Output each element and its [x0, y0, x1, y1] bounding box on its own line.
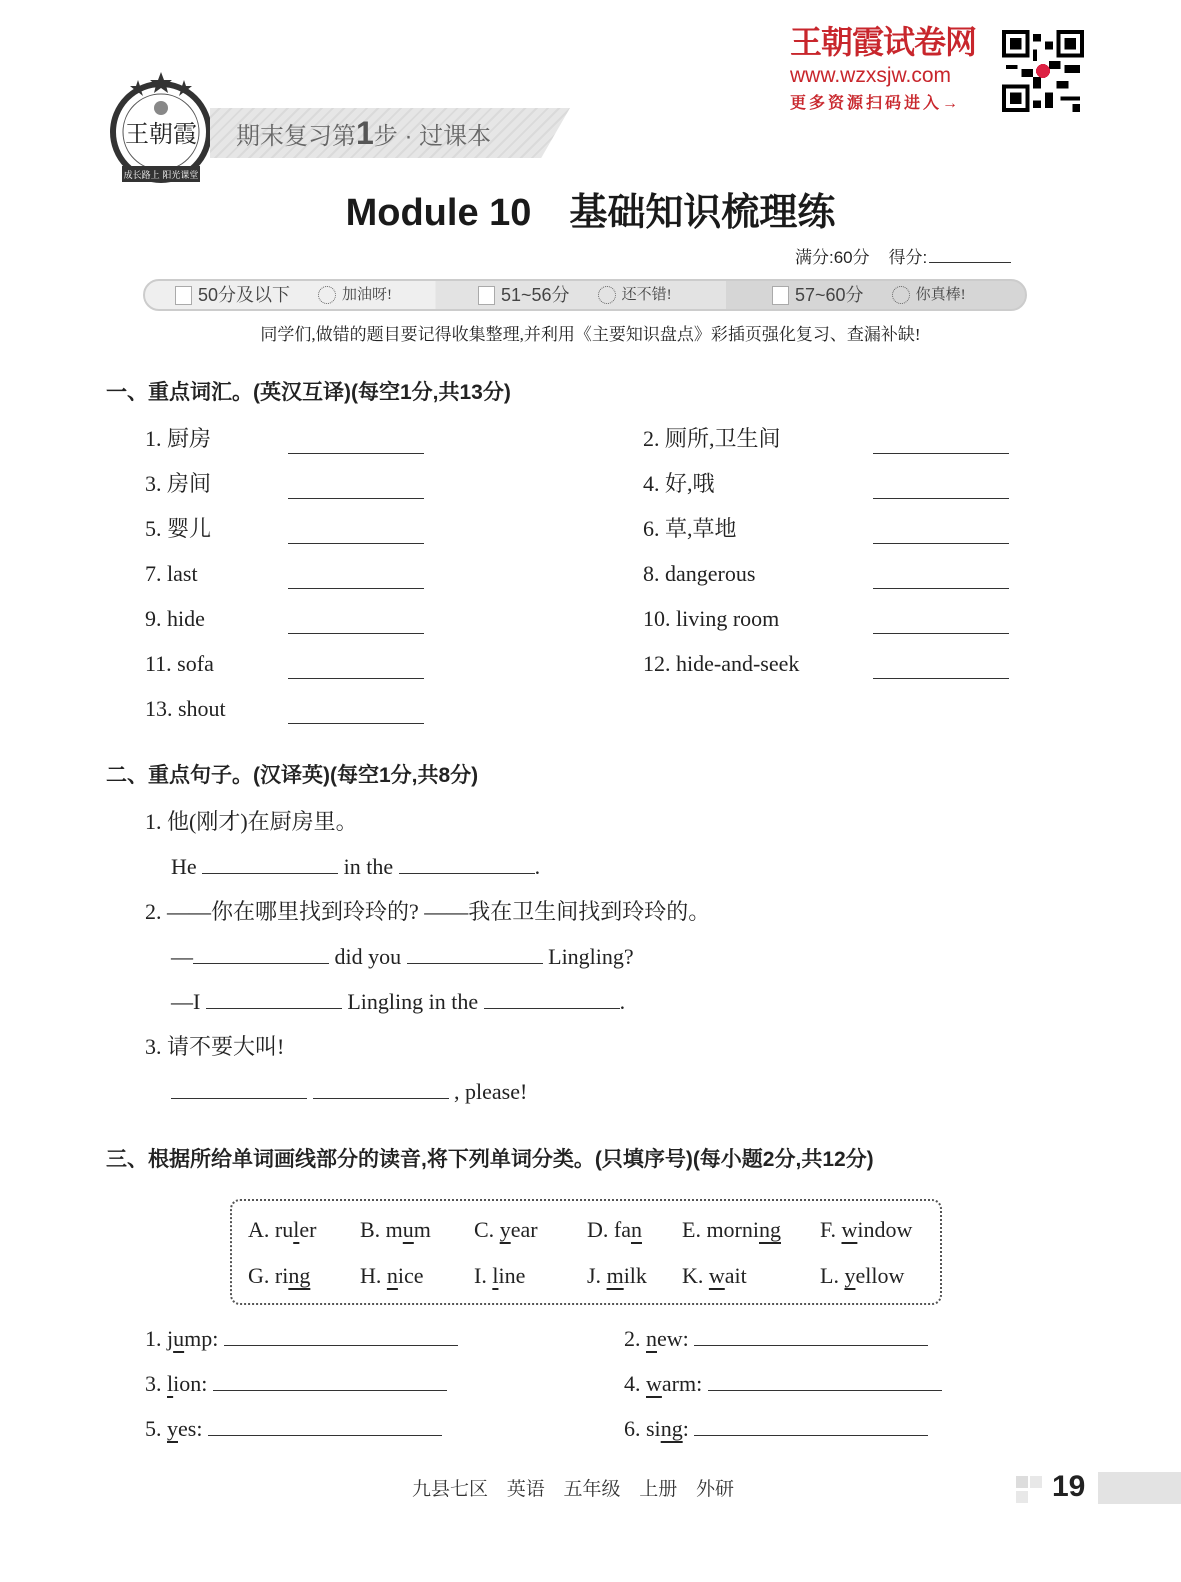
- word-option: [474, 1262, 525, 1290]
- answer-blank[interactable]: [171, 1097, 307, 1099]
- rating-cheer: 加油呀!: [342, 287, 393, 303]
- underlined-letters: y: [167, 1416, 178, 1441]
- vocab-answer-blank[interactable]: [288, 497, 424, 499]
- sentence-text: —I: [171, 989, 206, 1014]
- full-score: 满分:60分: [795, 248, 870, 267]
- vocab-item-label: 3. 房间: [145, 471, 212, 496]
- word-text: D. fa: [587, 1217, 631, 1242]
- answer-blank[interactable]: [193, 962, 329, 964]
- underlined-letters: ng: [660, 1416, 683, 1441]
- word-text: 6. si: [624, 1416, 661, 1441]
- rating-option[interactable]: [478, 285, 672, 305]
- vocab-answer-blank[interactable]: [873, 587, 1009, 589]
- word-text: K.: [682, 1263, 709, 1288]
- answer-blank[interactable]: [213, 1389, 447, 1391]
- decor-square: [1030, 1476, 1042, 1488]
- word-text: ilk: [623, 1263, 647, 1288]
- rating-range: 57~60分: [795, 285, 864, 305]
- answer-blank[interactable]: [407, 962, 543, 964]
- smiley-icon: [598, 286, 616, 304]
- sentence-text: 1. 他(刚才)在厨房里。: [145, 809, 358, 834]
- word-text: E. morni: [682, 1217, 759, 1242]
- underlined-letters: n: [386, 1263, 398, 1288]
- word-text: C.: [474, 1217, 500, 1242]
- vocab-item-label: 5. 婴儿: [145, 516, 212, 541]
- word-text: arm:: [661, 1371, 703, 1396]
- word-text: ion:: [173, 1371, 208, 1396]
- word-text: F.: [820, 1217, 842, 1242]
- word-text: H.: [360, 1263, 387, 1288]
- word-text: B. m: [360, 1217, 403, 1242]
- sentence-line: [145, 808, 358, 836]
- decor-square: [1016, 1491, 1028, 1503]
- underlined-letters: l: [167, 1371, 174, 1396]
- word-text: er: [299, 1217, 317, 1242]
- site-url[interactable]: www.wzxsjw.com: [790, 64, 952, 87]
- spacer: [702, 1371, 708, 1396]
- word-text: A. ru: [248, 1217, 294, 1242]
- word-text: 4.: [624, 1371, 646, 1396]
- classify-question: [624, 1415, 928, 1443]
- rating-option[interactable]: [772, 285, 966, 305]
- page-title: Module 10 基础知识梳理练: [345, 192, 836, 234]
- banner-title: [236, 114, 491, 156]
- banner-step: 1: [356, 115, 374, 151]
- sentence-text: He: [171, 854, 203, 879]
- spacer: [689, 1326, 695, 1351]
- sentence-text: 2. ——你在哪里找到玲玲的? ——我在卫生间找到玲玲的。: [145, 899, 711, 924]
- word-text: m: [413, 1217, 431, 1242]
- vocab-answer-blank[interactable]: [873, 677, 1009, 679]
- answer-blank[interactable]: [694, 1344, 928, 1346]
- word-text: 3.: [145, 1371, 167, 1396]
- vocab-answer-blank[interactable]: [288, 677, 424, 679]
- brand-name: 王朝霞试卷网: [790, 24, 977, 60]
- underlined-letters: y: [499, 1217, 511, 1242]
- section3-heading: 三、根据所给单词画线部分的读音,将下列单词分类。(只填序号)(每小题2分,共12分): [106, 1148, 874, 1171]
- checkbox[interactable]: [478, 286, 495, 305]
- classify-question: [145, 1325, 458, 1353]
- word-option: [248, 1216, 316, 1244]
- sentence-line: [145, 898, 710, 926]
- score-label: 得分:: [888, 248, 928, 267]
- rating-range: 50分及以下: [198, 285, 291, 305]
- vocab-answer-blank[interactable]: [873, 632, 1009, 634]
- word-option: [474, 1216, 538, 1244]
- word-option: [587, 1262, 647, 1290]
- sentence-text: —: [171, 944, 193, 969]
- spacer: [207, 1371, 213, 1396]
- sentence-text: 3. 请不要大叫!: [145, 1034, 285, 1059]
- spacer: [689, 1416, 695, 1441]
- word-text: 5.: [145, 1416, 167, 1441]
- checkbox[interactable]: [772, 286, 789, 305]
- smiley-icon: [318, 286, 336, 304]
- rating-option[interactable]: [175, 285, 392, 305]
- word-option: [820, 1262, 904, 1290]
- svg-text:成长路上 阳光课堂: 成长路上 阳光课堂: [123, 171, 199, 181]
- vocab-answer-blank[interactable]: [288, 452, 424, 454]
- word-text: 2.: [624, 1326, 646, 1351]
- word-text: ice: [397, 1263, 424, 1288]
- vocab-item-label: 2. 厕所,卫生间: [643, 426, 781, 451]
- underlined-letters: u: [173, 1326, 185, 1351]
- underlined-letters: n: [630, 1217, 642, 1242]
- rating-cheer: 还不错!: [621, 287, 672, 303]
- vocab-item-label: 11. sofa: [145, 651, 214, 676]
- word-text: L.: [820, 1263, 845, 1288]
- answer-blank[interactable]: [694, 1434, 928, 1436]
- answer-blank[interactable]: [708, 1389, 942, 1391]
- underlined-letters: w: [646, 1371, 662, 1396]
- classify-question: [624, 1370, 942, 1398]
- underlined-letters: y: [844, 1263, 856, 1288]
- word-option: [587, 1216, 642, 1244]
- word-option: [248, 1262, 310, 1290]
- word-text: ew:: [657, 1326, 689, 1351]
- answer-blank[interactable]: [399, 872, 535, 874]
- score-info: [795, 247, 1011, 269]
- decor-square: [1016, 1476, 1028, 1488]
- underlined-letters: l: [293, 1217, 300, 1242]
- sentence-text: .: [619, 989, 626, 1014]
- smiley-icon: [892, 286, 910, 304]
- answer-blank[interactable]: [202, 872, 338, 874]
- word-text: es:: [178, 1416, 203, 1441]
- banner-suffix: 步 · 过课本: [373, 123, 492, 150]
- underlined-letters: l: [492, 1263, 499, 1288]
- underlined-letters: w: [708, 1263, 725, 1288]
- word-text: 1. j: [145, 1326, 174, 1351]
- sentence-line: [171, 1078, 527, 1106]
- spacer: [202, 1416, 208, 1441]
- word-option: [360, 1216, 431, 1244]
- word-option: [682, 1216, 781, 1244]
- sentence-text: Lingling in the: [341, 989, 484, 1014]
- answer-blank[interactable]: [206, 1007, 342, 1009]
- vocab-answer-blank[interactable]: [288, 722, 424, 724]
- study-note: 同学们,做错的题目要记得收集整理,并利用《主要知识盘点》彩插页强化复习、查漏补缺!: [260, 325, 921, 344]
- underlined-letters: u: [402, 1217, 414, 1242]
- word-option: [820, 1216, 912, 1244]
- vocab-item-label: 8. dangerous: [643, 561, 756, 586]
- word-text: :: [682, 1416, 689, 1441]
- sentence-line: [171, 988, 625, 1016]
- word-text: J.: [587, 1263, 607, 1288]
- section1-heading: 一、重点词汇。(英汉互译)(每空1分,共13分): [106, 381, 511, 404]
- footer-text: 九县七区 英语 五年级 上册 外研: [412, 1479, 735, 1500]
- svg-text:王朝霞: 王朝霞: [125, 120, 197, 148]
- sentence-text: .: [534, 854, 541, 879]
- word-text: ait: [724, 1263, 747, 1288]
- sentence-text: did you: [329, 944, 407, 969]
- word-text: mp:: [184, 1326, 219, 1351]
- score-field[interactable]: [929, 262, 1011, 263]
- word-option: [682, 1262, 747, 1290]
- vocab-answer-blank[interactable]: [288, 587, 424, 589]
- vocab-item-label: 7. last: [145, 561, 198, 586]
- sentence-text: [307, 1079, 313, 1104]
- word-text: G. ri: [248, 1263, 289, 1288]
- underlined-letters: w: [841, 1217, 858, 1242]
- sentence-text: Lingling?: [542, 944, 634, 969]
- word-text: ine: [498, 1263, 526, 1288]
- checkbox[interactable]: [175, 286, 192, 305]
- qr-code-icon[interactable]: [1002, 30, 1084, 112]
- classify-question: [145, 1370, 447, 1398]
- section2-heading: 二、重点句子。(汉译英)(每空1分,共8分): [106, 764, 479, 787]
- vocab-answer-blank[interactable]: [873, 452, 1009, 454]
- sentence-text: in the: [338, 854, 399, 879]
- word-text: I.: [474, 1263, 493, 1288]
- answer-blank[interactable]: [313, 1097, 449, 1099]
- underlined-letters: ng: [759, 1217, 781, 1242]
- word-text: ear: [510, 1217, 538, 1242]
- rating-range: 51~56分: [501, 285, 570, 305]
- banner-prefix: 期末复习第: [236, 123, 356, 150]
- vocab-answer-blank[interactable]: [288, 542, 424, 544]
- vocab-item-label: 6. 草,草地: [643, 516, 737, 541]
- vocab-item-label: 10. living room: [643, 606, 780, 631]
- word-text: indow: [857, 1217, 913, 1242]
- vocab-answer-blank[interactable]: [873, 497, 1009, 499]
- underlined-letters: ng: [288, 1263, 311, 1288]
- sentence-line: [145, 1033, 284, 1061]
- answer-blank[interactable]: [208, 1434, 442, 1436]
- word-option: [360, 1262, 424, 1290]
- word-text: ellow: [855, 1263, 905, 1288]
- page-number: 19: [1052, 1470, 1086, 1503]
- vocab-answer-blank[interactable]: [873, 542, 1009, 544]
- vocab-item-label: 9. hide: [145, 606, 205, 631]
- sentence-text: , please!: [448, 1079, 528, 1104]
- answer-blank[interactable]: [484, 1007, 620, 1009]
- rating-cheer: 你真棒!: [915, 287, 966, 303]
- page-number-bar: [1098, 1472, 1181, 1504]
- scan-prompt: 更多资源扫码进入→: [790, 95, 962, 112]
- vocab-item-label: 13. shout: [145, 696, 226, 721]
- wangzhaoxia-logo: [108, 70, 214, 188]
- sentence-line: [171, 853, 540, 881]
- classify-question: [145, 1415, 442, 1443]
- vocab-item-label: 1. 厨房: [145, 426, 212, 451]
- answer-blank[interactable]: [224, 1344, 458, 1346]
- vocab-item-label: 4. 好,哦: [643, 471, 715, 496]
- underlined-letters: n: [646, 1326, 657, 1351]
- vocab-item-label: 12. hide-and-seek: [643, 651, 800, 676]
- rating-bar: [143, 279, 1027, 311]
- classify-question: [624, 1325, 928, 1353]
- sentence-line: [171, 943, 634, 971]
- vocab-answer-blank[interactable]: [288, 632, 424, 634]
- spacer: [218, 1326, 224, 1351]
- underlined-letters: m: [606, 1263, 624, 1288]
